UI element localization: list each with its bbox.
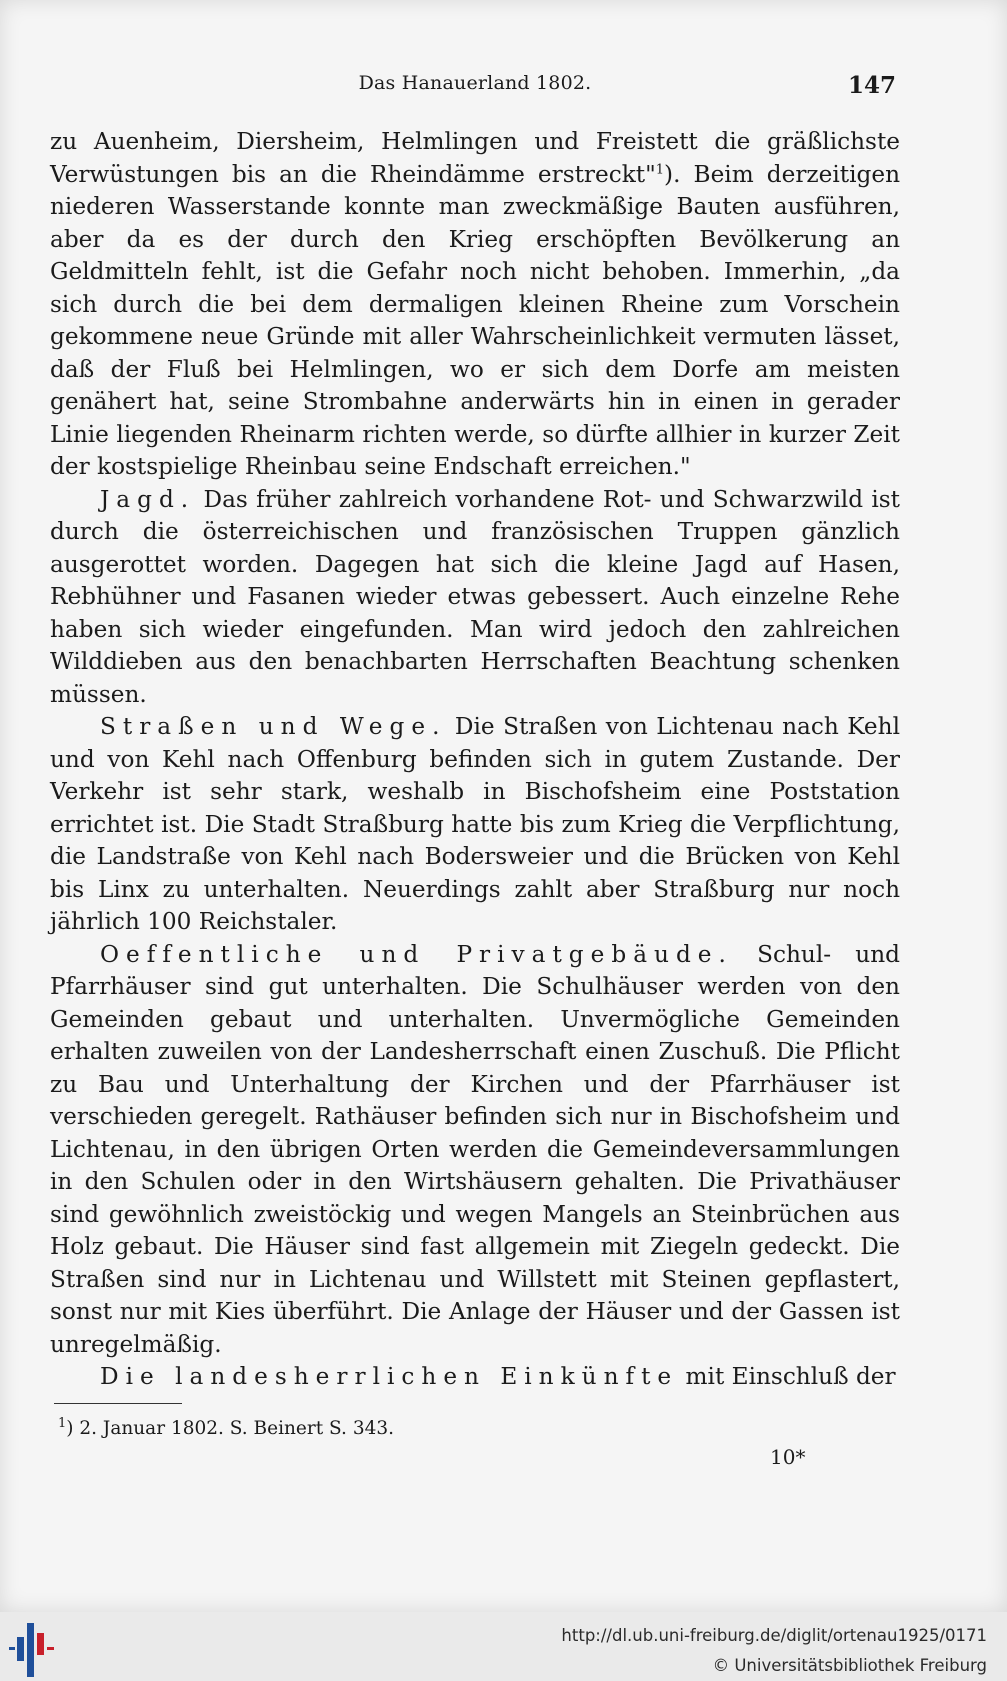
paragraph-roads	[50, 711, 900, 939]
footnote-mark: 1	[58, 1415, 67, 1431]
section-heading-hunting: Jagd.	[100, 485, 196, 513]
paragraph-flood	[50, 126, 900, 484]
footnote-divider	[54, 1403, 182, 1404]
footnote-text: ) 2. Januar 1802. S. Beinert S. 343.	[66, 1418, 395, 1439]
section-heading-roads: Straßen und Wege.	[100, 713, 447, 740]
paragraph-flood-text-b: ). Beim derzeitigen niederen Wasserstande konnte man zweckmäßige Bauten ausführen, aber da es der durch den Krieg erschöpften Bevölkerung an Geldmitteln fehlt, ist die Gefahr noch nicht behoben. Immerhin, „da sich durch die bei dem dermaligen kleinen Rheine zum Vorschein gekommene neue Gründe mit aller Wahrscheinlichkeit vermuten lässet, daß der Fluß bei Helmlingen, wo er sich dem Dorfe am meisten genähert hat, seine Strombahne anderwärts hin in einen in gerader Linie liegenden Rheinarm richten werde, so dürfte allhier in kurzer Zeit der kostspielige Rheinbau seine Endschaft erreichen."	[50, 160, 901, 480]
section-heading-buildings: Oeffentliche und Privatgebäude.	[100, 940, 733, 968]
footnote-reference: 1	[655, 161, 665, 177]
signature-mark: 10*	[770, 1445, 806, 1469]
source-url-link[interactable]: http://dl.ub.uni-freiburg.de/diglit/ortenau1925/0171	[561, 1626, 987, 1645]
paragraph-buildings	[50, 939, 900, 1362]
paragraph-roads-text: Die Straßen von Lichtenau nach Kehl und von Kehl nach Offenburg befinden sich in gutem Zustande. Der Verkehr ist sehr stark, weshalb in Bischofsheim eine Poststation errichtet ist. Die Stadt Straßburg hatte bis zum Krieg die Verpflichtung, die Landstraße von Kehl nach Bodersweier und die Brücken von Kehl bis Linx zu unterhalten. Neuerdings zahlt aber Straßburg nur noch jährlich 100 Reichstaler.	[50, 713, 901, 935]
paragraph-flood-text-a: zu Auenheim, Diersheim, Helmlingen und Freistett die gräßlichste Verwüstungen bis an die Rheindämme erstreckt"	[50, 128, 900, 188]
copyright-notice: © Universitätsbibliothek Freiburg	[712, 1656, 987, 1675]
running-head	[52, 72, 898, 102]
section-heading-revenues: Die landesherrlichen Einkünfte	[100, 1363, 679, 1390]
footer-bar	[0, 1612, 1007, 1681]
ub-freiburg-logo-icon	[9, 1619, 61, 1677]
footnote	[58, 1415, 395, 1439]
paragraph-buildings-text: Schul- und Pfarrhäuser sind gut unterhalten. Die Schulhäuser werden von den Gemeinden gebaut und unterhalten. Unvermögliche Gemeinden erhalten zuweilen von der Landesherrschaft einen Zuschuß. Die Pflicht zu Bau und Unterhaltung der Kirchen und der Pfarrhäuser ist verschieden geregelt. Rathäuser befinden sich nur in Bischofsheim und Lichtenau, in den übrigen Orten werden die Gemeindeversammlungen in den Schulen oder in den Wirtshäusern gehalten. Die Privathäuser sind gewöhnlich zweistöckig und wegen Mangels an Steinbrüchen aus Holz gebaut. Die Häuser sind fast allgemein mit Ziegeln gedeckt. Die Straßen sind nur in Lichtenau und Willstett mit Steinen gepflastert, sonst nur mit Kies überführt. Die Anlage der Häuser und der Gassen ist unregelmäßig.	[50, 940, 901, 1358]
body-text	[50, 126, 900, 1394]
running-title: Das Hanauerland 1802.	[358, 72, 592, 94]
page-number: 147	[847, 72, 896, 99]
paragraph-revenues-text: mit Einschluß der	[685, 1363, 896, 1390]
paragraph-hunting-text: Das früher zahlreich vorhandene Rot- und Schwarzwild ist durch die österreichischen und französischen Truppen gänzlich ausgerottet worden. Dagegen hat sich die kleine Jagd auf Hasen, Rebhühner und Fasanen wieder etwas gebessert. Auch einzelne Rehe haben sich wieder eingefunden. Man wird jedoch den zahlreichen Wilddieben aus den benachbarten Herrschaften Beachtung schenken müssen.	[50, 485, 900, 708]
paragraph-revenues	[50, 1361, 900, 1394]
paragraph-hunting	[50, 484, 900, 712]
